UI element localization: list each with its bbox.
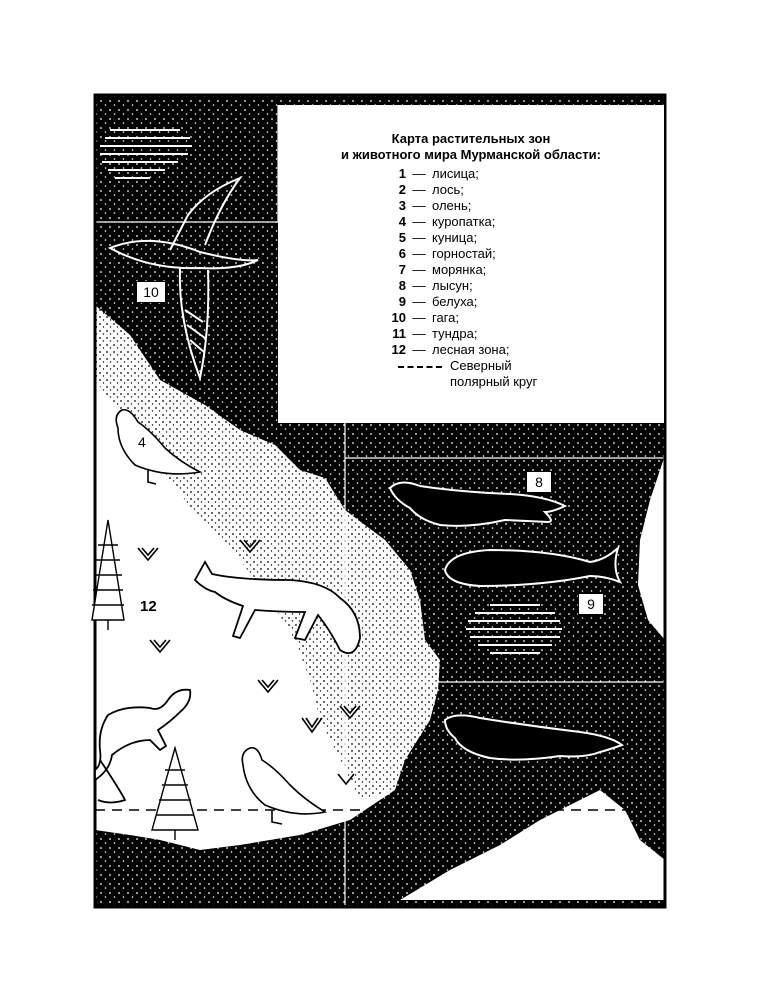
legend-item: 1 — лисица;: [398, 166, 479, 181]
legend-item: 3 — олень;: [398, 198, 472, 213]
map-label-12: 12: [140, 598, 157, 615]
legend-arctic-circle: Северный: [398, 358, 512, 374]
legend-item: 10 — гага;: [391, 310, 459, 325]
legend-item: 5 — куница;: [398, 230, 478, 245]
map-label-10: 10: [136, 281, 166, 303]
legend-item: 6 — горностай;: [398, 246, 496, 261]
legend-item: 12 — лесная зона;: [391, 342, 510, 357]
legend-arctic-circle-line2: полярный круг: [450, 374, 538, 389]
legend-item: 4 — куропатка;: [398, 214, 496, 229]
dashed-line-icon: [398, 366, 442, 368]
map-label-8: 8: [526, 471, 552, 493]
hatched-patch-sea: [466, 605, 562, 653]
legend-item: 8 — лысун;: [398, 278, 473, 293]
legend-title-line2: и животного мира Мурманской области:: [341, 147, 601, 162]
legend-title-line1: Карта растительных зон: [391, 131, 551, 146]
legend-item: 2 — лось;: [398, 182, 464, 197]
map-label-4: 4: [138, 434, 146, 450]
legend-item: 11 — тундра;: [392, 326, 478, 341]
legend-item: 7 — морянка;: [398, 262, 487, 277]
legend-box: [278, 105, 664, 423]
map-label-9: 9: [578, 593, 604, 615]
legend-item: 9 — белуха;: [398, 294, 478, 309]
